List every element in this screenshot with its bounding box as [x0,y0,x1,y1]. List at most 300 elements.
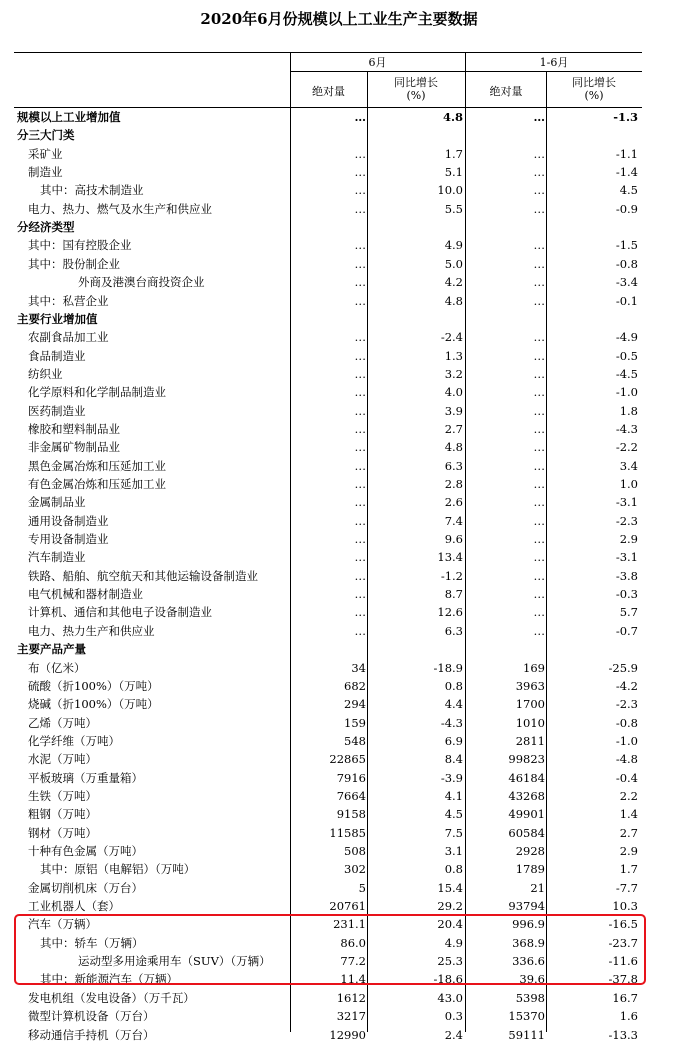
cell-c2: 4.8 [444,440,463,455]
page-title: 2020年6月份规模以上工业生产主要数据 [200,10,478,28]
cell-c4: -0.8 [615,715,638,730]
table-row [14,108,642,126]
cell-c3: 99823 [508,752,545,767]
cell-c1: … [354,348,366,363]
table-row [14,145,642,163]
cell-c3: … [533,110,545,124]
cell-c2: 4.4 [444,697,463,712]
cell-c3: … [533,146,545,161]
cell-c1: … [354,330,366,345]
row-label: 其中：国有控股企业 [28,238,132,253]
data-table [14,52,642,1042]
cell-c1: … [354,238,366,253]
row-label: 金属制品业 [28,495,86,510]
row-label: 橡胶和塑料制品业 [28,421,120,436]
cell-c4: -7.7 [615,880,638,895]
cell-c3: … [533,183,545,198]
header-yoy-line2: (%) [406,89,426,102]
table-row [14,897,642,915]
cell-c1: 231.1 [333,917,366,932]
cell-c4: -3.8 [615,568,638,583]
cell-c2: 6.9 [444,733,463,748]
row-label: 汽车制造业 [28,550,86,565]
table-row [14,787,642,805]
header-abs-jan-jun: 绝对量 [489,85,523,98]
group-rule-jan-jun [466,71,642,72]
header-group-june: 6月 [368,56,387,69]
cell-c2: 4.8 [442,110,463,124]
row-label: 电力、热力、燃气及水生产和供应业 [28,201,212,216]
cell-c4: 1.7 [619,862,638,877]
table-row [14,860,642,878]
cell-c1: … [354,201,366,216]
cell-c3: … [533,532,545,547]
row-label: 钢材（万吨） [28,825,97,840]
cell-c2: 5.5 [444,201,463,216]
cell-c2: 43.0 [437,990,463,1005]
cell-c2: 0.8 [444,862,463,877]
cell-c1: 7916 [336,770,366,785]
table-row [14,365,642,383]
cell-c3: 2811 [515,733,545,748]
cell-c4: 10.3 [612,899,638,914]
cell-c1: 77.2 [340,954,366,969]
cell-c4: -25.9 [608,660,638,675]
cell-c2: 7.4 [444,513,463,528]
cell-c4: -4.3 [615,421,638,436]
table-row [14,273,642,291]
row-label: 水泥（万吨） [28,752,97,767]
cell-c2: 3.2 [444,366,463,381]
cell-c3: 2928 [515,844,545,858]
table-row [14,200,642,218]
row-label: 其中：轿车（万辆） [40,935,144,950]
cell-c3: … [533,201,545,216]
row-label: 医药制造业 [28,403,86,418]
cell-c4: -1.1 [615,146,638,161]
cell-c2: -18.9 [433,660,463,675]
cell-c1: 11.4 [340,972,366,987]
table-row [14,181,642,199]
cell-c4: -4.2 [615,678,638,693]
cell-c3: 1700 [515,697,545,712]
cell-c1: 11585 [329,825,366,840]
cell-c3: 39.6 [519,972,545,987]
cell-c1: … [354,421,366,436]
cell-c1: … [354,293,366,308]
cell-c1: … [354,495,366,510]
cell-c4: -0.4 [615,770,638,785]
cell-c3: 15370 [508,1009,545,1024]
highlight-box [14,914,646,985]
cell-c3: 59111 [508,1027,545,1042]
cell-c2: 2.4 [444,1027,463,1042]
cell-c3: … [533,605,545,620]
cell-c2: 2.8 [444,477,463,491]
table-row [14,328,642,346]
cell-c3: … [533,256,545,271]
table-row [14,585,642,603]
table-row [14,347,642,365]
row-label: 计算机、通信和其他电子设备制造业 [28,605,212,620]
table-row [14,457,642,475]
cell-c1: … [354,256,366,271]
row-label: 工业机器人（套） [28,899,120,914]
cell-c2: 10.0 [437,183,463,198]
cell-c4: -4.9 [615,330,638,345]
cell-c4: 5.7 [619,605,638,620]
cell-c2: 12.6 [437,605,463,620]
cell-c2: 1.7 [444,146,463,161]
cell-c1: 682 [344,678,366,693]
cell-c1: … [354,366,366,381]
header-yoy-line1: 同比增长 [572,76,616,89]
cell-c3: … [533,403,545,418]
table-row [14,1007,642,1025]
cell-c1: … [354,458,366,473]
row-label: 专用设备制造业 [28,532,109,547]
cell-c3: … [533,513,545,528]
row-label: 生铁（万吨） [28,788,97,803]
row-label: 金属切削机床（万台） [28,880,143,895]
table-row [14,1026,642,1044]
table-top-rule [14,52,642,53]
table-row [14,714,642,732]
row-label: 铁路、船舶、航空航天和其他运输设备制造业 [28,568,258,583]
row-label: 非金属矿物制品业 [28,440,120,455]
row-label: 运动型多用途乘用车（SUV）（万辆） [78,954,271,969]
cell-c4: -2.3 [615,513,638,528]
table-row [14,879,642,897]
row-label: 分三大门类 [17,128,75,143]
row-label: 分经济类型 [17,220,75,235]
row-label: 食品制造业 [28,348,86,363]
cell-c4: 1.6 [619,1009,638,1024]
cell-c2: 8.7 [444,587,463,602]
table-row [14,255,642,273]
cell-c2: 4.8 [444,293,463,308]
table-row [14,989,642,1007]
cell-c2: 20.4 [437,917,463,932]
cell-c4: -16.5 [608,917,638,932]
row-label: 微型计算机设备（万台） [28,1009,155,1024]
cell-c3: 169 [523,660,545,675]
table-row [14,402,642,420]
cell-c4: 4.5 [619,183,638,198]
cell-c1: … [354,440,366,455]
cell-c4: -37.8 [608,972,638,987]
cell-c1: 34 [351,660,366,675]
row-label: 采矿业 [28,146,63,161]
row-label: 其中：股份制企业 [28,256,120,271]
cell-c2: -3.9 [440,770,463,785]
row-label: 移动通信手持机（万台） [28,1027,155,1042]
cell-c2: 4.1 [444,788,463,803]
cell-c1: 9158 [336,807,366,822]
cell-c3: … [533,165,545,180]
cell-c1: … [354,477,366,491]
cell-c4: 1.8 [619,403,638,418]
cell-c1: … [354,513,366,528]
cell-c2: 8.4 [444,752,463,767]
cell-c1: … [354,165,366,180]
row-label: 制造业 [28,165,63,180]
cell-c2: 6.3 [444,623,463,638]
cell-c2: 25.3 [437,954,463,969]
cell-c4: -3.1 [615,550,638,565]
cell-c1: 159 [344,715,366,730]
row-label: 其中：原铝（电解铝）（万吨） [40,862,196,877]
row-label: 烧碱（折100%）（万吨） [28,697,159,712]
row-label: 化学纤维（万吨） [28,733,120,748]
cell-c3: … [533,421,545,436]
row-label: 发电机组（发电设备）（万千瓦） [28,990,195,1005]
row-label: 黑色金属冶炼和压延加工业 [28,458,166,473]
row-label: 农副食品加工业 [28,330,109,345]
table-row [14,640,642,658]
cell-c4: -0.8 [615,256,638,271]
cell-c4: -3.4 [615,275,638,290]
cell-c3: … [533,477,545,491]
row-label: 布（亿米） [28,660,86,675]
table-row [14,824,642,842]
header-group-jan-jun: 1-6月 [539,56,569,69]
table-row [14,420,642,438]
cell-c3: … [533,385,545,400]
row-label: 其中：高技术制造业 [40,183,144,198]
cell-c1: 7664 [336,788,366,803]
table-row [14,512,642,530]
cell-c2: 3.9 [444,403,463,418]
row-label: 其中：新能源汽车（万辆） [40,972,178,987]
cell-c1: … [354,568,366,583]
cell-c3: … [533,238,545,253]
cell-c1: … [354,532,366,547]
table-row [14,126,642,144]
cell-c2: 5.1 [444,165,463,180]
cell-c1: … [354,146,366,161]
cell-c3: … [533,568,545,583]
cell-c3: … [533,587,545,602]
cell-c2: 9.6 [444,532,463,547]
cell-c3: … [533,495,545,510]
table-row [14,769,642,787]
table-row [14,695,642,713]
header-abs-june: 绝对量 [312,85,345,98]
cell-c2: 0.3 [444,1009,463,1024]
table-row [14,383,642,401]
cell-c2: 4.9 [444,935,463,950]
cell-c3: 368.9 [512,935,545,950]
cell-c4: -4.8 [615,752,638,767]
cell-c4: -1.5 [615,238,638,253]
cell-c4: -1.3 [613,110,638,124]
table-row [14,732,642,750]
row-label: 主要产品产量 [17,642,86,657]
cell-c4: -0.3 [615,587,638,602]
row-label: 平板玻璃（万重量箱） [28,770,143,785]
cell-c1: … [354,183,366,198]
table-row [14,603,642,621]
row-label: 十种有色金属（万吨） [28,844,143,858]
cell-c1: … [354,275,366,290]
table-row [14,750,642,768]
table-row [14,236,642,254]
cell-c2: -4.3 [440,715,463,730]
cell-c3: … [533,275,545,290]
table-row [14,292,642,310]
table-row [14,567,642,585]
cell-c3: 1010 [515,715,545,730]
table-row [14,677,642,695]
cell-c4: -13.3 [608,1027,638,1042]
cell-c4: 3.4 [619,458,638,473]
cell-c4: -3.1 [615,495,638,510]
table-row [14,163,642,181]
cell-c3: 43268 [508,788,545,803]
cell-c3: 21 [530,880,545,895]
cell-c4: 2.9 [619,532,638,547]
table-row [14,475,642,493]
cell-c2: 6.3 [444,458,463,473]
group-rule-june [290,71,465,72]
row-label: 纺织业 [28,366,63,381]
cell-c1: 86.0 [340,935,366,950]
table-row [14,218,642,236]
cell-c4: 1.4 [619,807,638,822]
cell-c3: … [533,348,545,363]
cell-c1: 1612 [336,990,366,1005]
cell-c1: … [354,110,366,124]
cell-c2: 13.4 [437,550,463,565]
table-row [14,842,642,860]
cell-c3: … [533,366,545,381]
cell-c3: 46184 [508,770,545,785]
cell-c4: -0.5 [615,348,638,363]
cell-c3: 49901 [508,807,545,822]
cell-c2: 0.8 [444,678,463,693]
row-label: 粗钢（万吨） [28,807,97,822]
row-label: 有色金属冶炼和压延加工业 [28,477,166,491]
cell-c3: … [533,623,545,638]
row-label: 其中：私营企业 [28,293,109,308]
cell-c4: 2.9 [619,844,638,858]
cell-c1: 20761 [329,899,366,914]
cell-c4: -0.7 [615,623,638,638]
table-row [14,805,642,823]
cell-c4: 1.0 [619,477,638,491]
cell-c4: -0.1 [615,293,638,308]
cell-c2: 4.2 [444,275,463,290]
cell-c1: 22865 [329,752,366,767]
cell-c1: … [354,623,366,638]
cell-c1: 5 [358,880,366,895]
cell-c1: … [354,550,366,565]
cell-c2: 2.6 [444,495,463,510]
cell-c3: … [533,440,545,455]
cell-c4: 2.7 [619,825,638,840]
cell-c2: -1.2 [440,568,463,583]
row-label: 硫酸（折100%）（万吨） [28,678,159,693]
header-yoy-line2: (%) [584,89,604,102]
cell-c1: … [354,385,366,400]
header-yoy-jan-jun [546,76,642,102]
cell-c2: 4.5 [444,807,463,822]
cell-c1: 302 [344,862,366,877]
row-label: 规模以上工业增加值 [17,110,121,124]
table-row [14,622,642,640]
cell-c4: -4.5 [615,366,638,381]
cell-c3: 336.6 [512,954,545,969]
cell-c2: 3.1 [444,844,463,858]
row-label: 化学原料和化学制品制造业 [28,385,166,400]
cell-c2: -18.6 [433,972,463,987]
cell-c2: 29.2 [437,899,463,914]
cell-c2: 4.0 [444,385,463,400]
cell-c2: 5.0 [444,256,463,271]
cell-c2: 15.4 [437,880,463,895]
cell-c4: -0.9 [615,201,638,216]
cell-c4: 16.7 [612,990,638,1005]
cell-c4: -1.0 [615,733,638,748]
row-label: 通用设备制造业 [28,513,109,528]
row-label: 汽车（万辆） [28,917,97,932]
cell-c4: -1.0 [615,385,638,400]
cell-c4: -23.7 [608,935,638,950]
table-row [14,530,642,548]
cell-c4: 2.2 [619,788,638,803]
cell-c3: … [533,550,545,565]
table-row [14,438,642,456]
cell-c1: 3217 [336,1009,366,1024]
row-label: 外商及港澳台商投资企业 [78,275,205,290]
cell-c1: … [354,605,366,620]
header-yoy-june [367,76,465,102]
cell-c3: 93794 [508,899,545,914]
row-label: 电气机械和器材制造业 [28,587,143,602]
table-row [14,659,642,677]
table-row [14,310,642,328]
cell-c4: -2.2 [615,440,638,455]
cell-c1: 508 [344,844,366,858]
cell-c3: 60584 [508,825,545,840]
cell-c2: 4.9 [444,238,463,253]
cell-c2: 7.5 [444,825,463,840]
header-yoy-line1: 同比增长 [394,76,438,89]
cell-c3: 996.9 [512,917,545,932]
row-label: 电力、热力生产和供应业 [28,623,155,638]
cell-c1: 294 [344,697,366,712]
cell-c2: 1.3 [444,348,463,363]
cell-c2: -2.4 [440,330,463,345]
cell-c3: 5398 [515,990,545,1005]
cell-c2: 2.7 [444,421,463,436]
cell-c4: -11.6 [608,954,638,969]
cell-c1: … [354,403,366,418]
table-row [14,548,642,566]
row-label: 主要行业增加值 [17,311,98,326]
table-row [14,493,642,511]
cell-c4: -1.4 [615,165,638,180]
cell-c1: … [354,587,366,602]
cell-c3: … [533,293,545,308]
cell-c3: 1789 [515,862,545,877]
cell-c3: 3963 [515,678,545,693]
cell-c4: -2.3 [615,697,638,712]
cell-c1: 12990 [329,1027,366,1042]
cell-c3: … [533,330,545,345]
row-label: 乙烯（万吨） [28,715,97,730]
